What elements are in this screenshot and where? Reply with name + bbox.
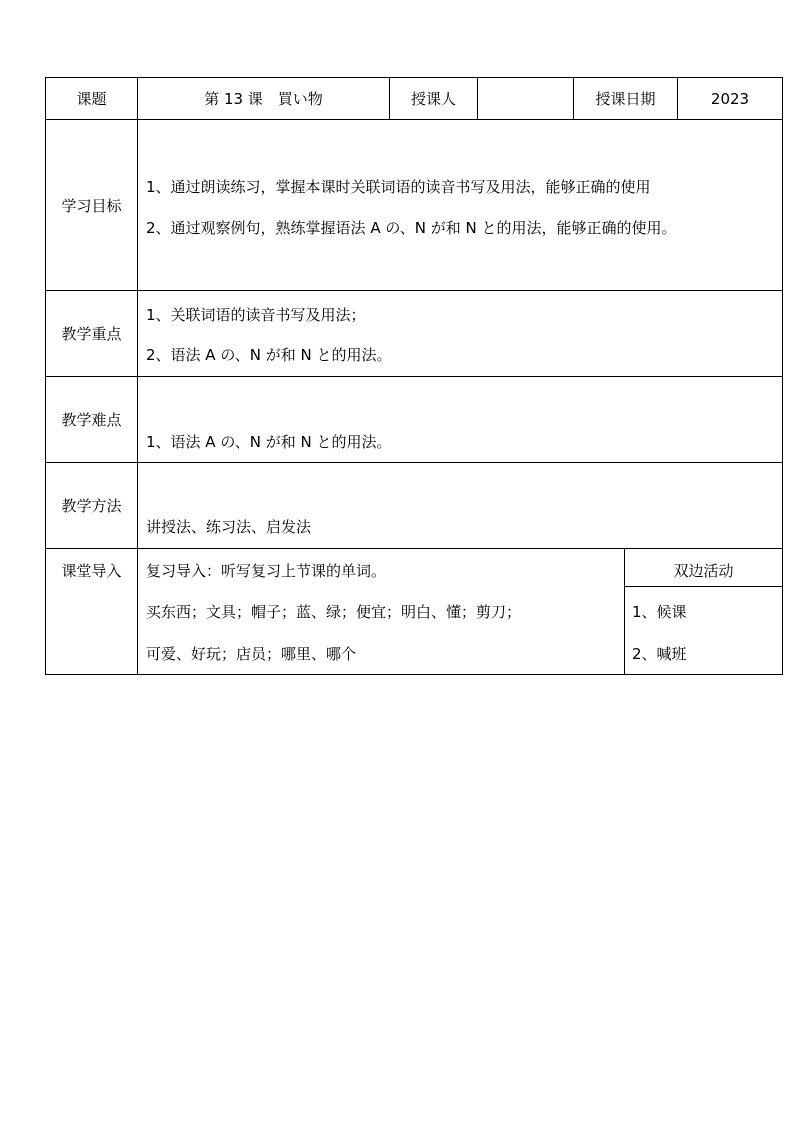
row-divider (45, 548, 783, 549)
intro-line: 可爱、好玩；店员；哪里、哪个 (146, 645, 357, 663)
difficulties-label: 教学难点 (61, 411, 122, 429)
table-border-bottom (45, 674, 783, 675)
objective-item: 2、通过观察例句，熟练掌握语法 A の、N が和 N と的用法，能够正确的使用。 (146, 219, 677, 237)
key-point-item: 2、语法 A の、N が和 N と的用法。 (146, 346, 392, 364)
table-border-top (45, 77, 783, 78)
intro-label: 课堂导入 (61, 562, 122, 580)
date-value: 2023 (710, 90, 750, 108)
activity-item: 2、喊班 (632, 645, 687, 663)
key-point-item: 1、关联词语的读音书写及用法； (146, 306, 366, 324)
header-divider (477, 77, 478, 120)
key-points-label: 教学重点 (61, 325, 122, 343)
course-label: 课题 (76, 90, 107, 108)
teacher-label: 授课人 (410, 90, 456, 108)
methods-text: 讲授法、练习法、启发法 (146, 518, 312, 536)
row-divider (45, 462, 783, 463)
objectives-label: 学习目标 (61, 197, 122, 215)
date-label: 授课日期 (595, 90, 656, 108)
course-title: 第 13 课 買い物 (204, 90, 323, 108)
table-border-left (45, 77, 46, 675)
intro-line: 复习导入：听写复习上节课的单词。 (146, 562, 387, 580)
activity-item: 1、候课 (632, 603, 687, 621)
methods-label: 教学方法 (61, 497, 122, 515)
label-column-divider (137, 77, 138, 675)
row-divider (45, 119, 783, 120)
table-border-right (782, 77, 783, 675)
activity-header-divider (624, 586, 783, 587)
intro-line: 买东西；文具；帽子；蓝、绿；便宜；明白、懂；剪刀； (146, 603, 522, 621)
row-divider (45, 376, 783, 377)
objective-item: 1、通过朗读练习，掌握本课时关联词语的读音书写及用法，能够正确的使用 (146, 178, 651, 196)
difficulty-item: 1、语法 A の、N が和 N と的用法。 (146, 433, 392, 451)
activity-header: 双边活动 (673, 562, 734, 580)
row-divider (45, 290, 783, 291)
